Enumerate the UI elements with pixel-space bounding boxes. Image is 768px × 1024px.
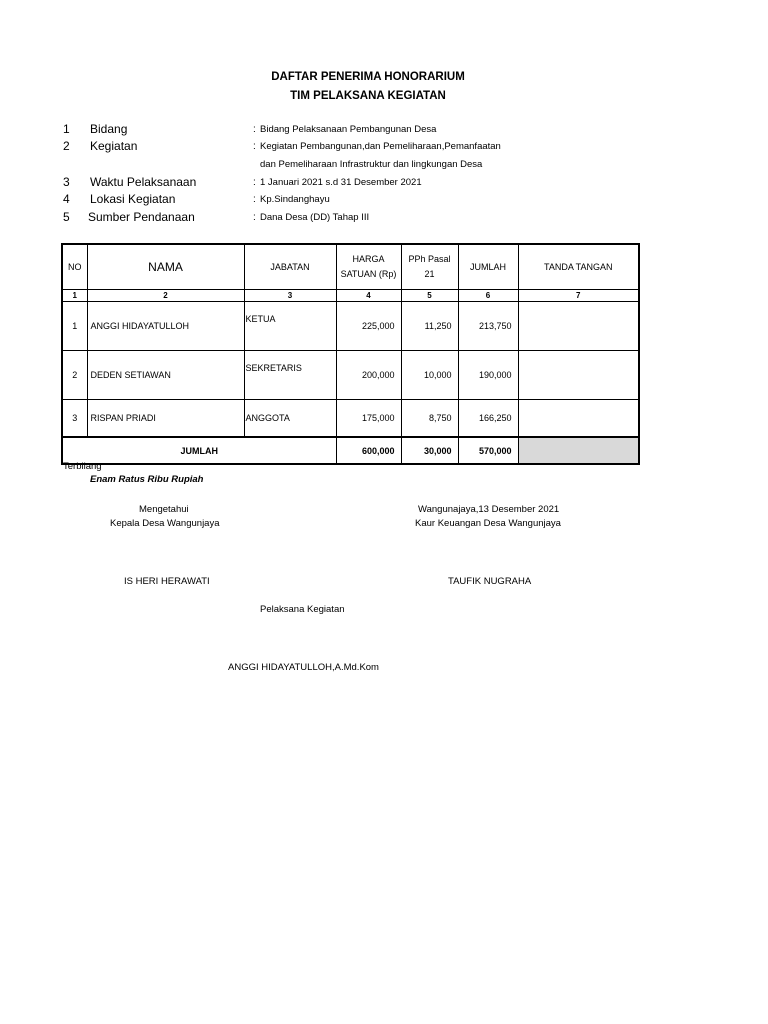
signature-left-name: IS HERI HERAWATI [124,576,210,587]
info-colon: : [253,212,256,223]
info-label-sumber: Sumber Pendanaan [88,210,195,224]
terbilang-value: Enam Ratus Ribu Rupiah [90,474,204,485]
column-number: 4 [336,290,401,302]
row-tanda-tangan [518,302,639,351]
header-harga-line2: SATUAN (Rp) [340,269,397,279]
row-nama: ANGGI HIDAYATULLOH [87,302,244,351]
info-value-lokasi: Kp.Sindanghayu [260,194,330,205]
info-value-waktu: 1 Januari 2021 s.d 31 Desember 2021 [260,177,422,188]
info-label-waktu: Waktu Pelaksanaan [90,175,197,189]
column-number: 6 [458,290,518,302]
info-label-kegiatan: Kegiatan [90,139,138,153]
row-nama: RISPAN PRIADI [87,400,244,438]
total-pph: 30,000 [401,437,458,464]
info-number: 3 [63,175,70,189]
row-jabatan: SEKRETARIS [244,351,336,400]
table-row [62,302,639,351]
row-pph: 10,000 [401,351,458,400]
row-jumlah: 190,000 [458,351,518,400]
signature-center-line1: Pelaksana Kegiatan [260,604,345,615]
row-jabatan: KETUA [244,302,336,351]
header-pph-line1: PPh Pasal [408,254,451,264]
column-number: 3 [244,290,336,302]
table-header-row [62,244,639,290]
info-value-sumber: Dana Desa (DD) Tahap III [260,212,370,223]
info-value-kegiatan-line2: dan Pemeliharaan Infrastruktur dan lingkungan Desa [260,159,483,170]
document-subtitle: TIM PELAKSANA KEGIATAN [290,90,446,102]
info-colon: : [253,177,256,188]
header-harga-line1: HARGA [352,254,385,264]
column-number: 2 [87,290,244,302]
terbilang-label: Terbilang [63,461,102,472]
row-jumlah: 213,750 [458,302,518,351]
total-harga: 600,000 [336,437,401,464]
info-colon: : [253,124,256,135]
info-label-lokasi: Lokasi Kegiatan [90,192,176,206]
info-label-bidang: Bidang [90,122,128,136]
row-harga: 225,000 [336,302,401,351]
column-number: 1 [62,290,87,302]
honorarium-table [61,243,640,465]
column-number: 5 [401,290,458,302]
table-row [62,400,639,438]
info-value-kegiatan: Kegiatan Pembangunan,dan Pemeliharaan,Pemanfaatan [260,141,501,152]
row-pph: 8,750 [401,400,458,438]
header-no: NO [62,244,87,290]
signature-center-name: ANGGI HIDAYATULLOH,A.Md.Kom [228,662,379,673]
info-number: 5 [63,210,70,224]
header-jabatan: JABATAN [244,244,336,290]
total-jumlah: 570,000 [458,437,518,464]
signature-right-name: TAUFIK NUGRAHA [448,576,532,587]
info-number: 4 [63,192,70,206]
header-tanda-tangan: TANDA TANGAN [518,244,639,290]
row-tanda-tangan [518,351,639,400]
document-title: DAFTAR PENERIMA HONORARIUM [271,71,465,83]
table-row [62,351,639,400]
header-harga [336,244,401,290]
row-no: 2 [62,351,87,400]
info-number: 2 [63,139,70,153]
header-jumlah: JUMLAH [458,244,518,290]
header-pph-line2: 21 [424,269,435,279]
total-row [62,437,639,464]
header-pph [401,244,458,290]
row-nama: DEDEN SETIAWAN [87,351,244,400]
total-tanda-tangan-shaded [518,437,639,464]
row-harga: 200,000 [336,351,401,400]
signature-left-line2: Kepala Desa Wangunjaya [110,518,220,529]
row-harga: 175,000 [336,400,401,438]
signature-left-line1: Mengetahui [139,504,189,515]
row-jabatan: ANGGOTA [244,400,336,438]
header-nama: NAMA [87,244,244,290]
row-no: 3 [62,400,87,438]
info-value-bidang: Bidang Pelaksanaan Pembangunan Desa [260,124,437,135]
row-pph: 11,250 [401,302,458,351]
row-no: 1 [62,302,87,351]
row-jumlah: 166,250 [458,400,518,438]
signature-right-line1: Wangunajaya,13 Desember 2021 [418,504,560,515]
row-tanda-tangan [518,400,639,438]
info-colon: : [253,141,256,152]
column-number: 7 [518,290,639,302]
info-colon: : [253,194,256,205]
column-number-row [62,290,639,302]
info-number: 1 [63,122,70,136]
total-label: JUMLAH [62,437,336,464]
signature-right-line2: Kaur Keuangan Desa Wangunjaya [415,518,561,529]
